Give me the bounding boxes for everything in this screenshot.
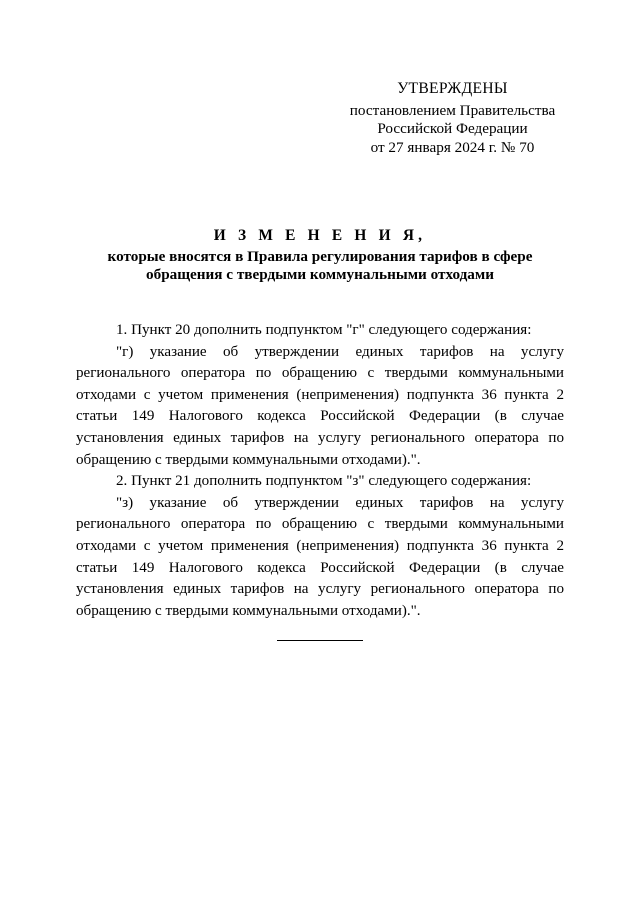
- approval-line-1: постановлением Правительства: [349, 101, 556, 119]
- document-subtitle: [0, 248, 640, 285]
- heading-block: [0, 226, 640, 285]
- document-body: [76, 320, 564, 622]
- approval-line-3: от 27 января 2024 г. № 70: [370, 138, 535, 156]
- approval-line-2: Российской Федерации: [377, 120, 528, 137]
- approval-block: [330, 80, 575, 157]
- approval-stamp: УТВЕРЖДЕНЫ: [397, 80, 508, 97]
- item-2-intro: 2. Пункт 21 дополнить подпунктом "з" следующего содержания:: [116, 473, 532, 490]
- item-1-intro: 1. Пункт 20 дополнить подпунктом "г" следующего содержания:: [116, 322, 532, 338]
- subtitle-line-1: которые вносятся в Правила регулирования тарифов в сфере: [107, 248, 533, 265]
- end-rule: [277, 640, 363, 641]
- document-title: И З М Е Н Е Н И Я,: [213, 227, 427, 244]
- subtitle-line-2: обращения с твердыми коммунальными отходами: [146, 266, 494, 284]
- item-2-text: "з) указание об утверждении единых тарифов на услугу регионального оператора по обращению с твердыми коммунальными отходами с учетом применения (неприменения) подпункта 36 пункта 2 статьи 149 Налогового кодекса Российской Федерации (в случае установления единых тарифов на услугу регионального оператора по обращению с твердыми коммунальными отходами).".: [76, 494, 564, 619]
- item-1-text: "г) указание об утверждении единых тарифов на услугу регионального оператора по обращению с твердыми коммунальными отходами с учетом применения (неприменения) подпункта 36 пункта 2 статьи 149 Налогового кодекса Российской Федерации (в случае установления единых тарифов на услугу регионального оператора по обращению с твердыми коммунальными отходами).".: [76, 343, 564, 468]
